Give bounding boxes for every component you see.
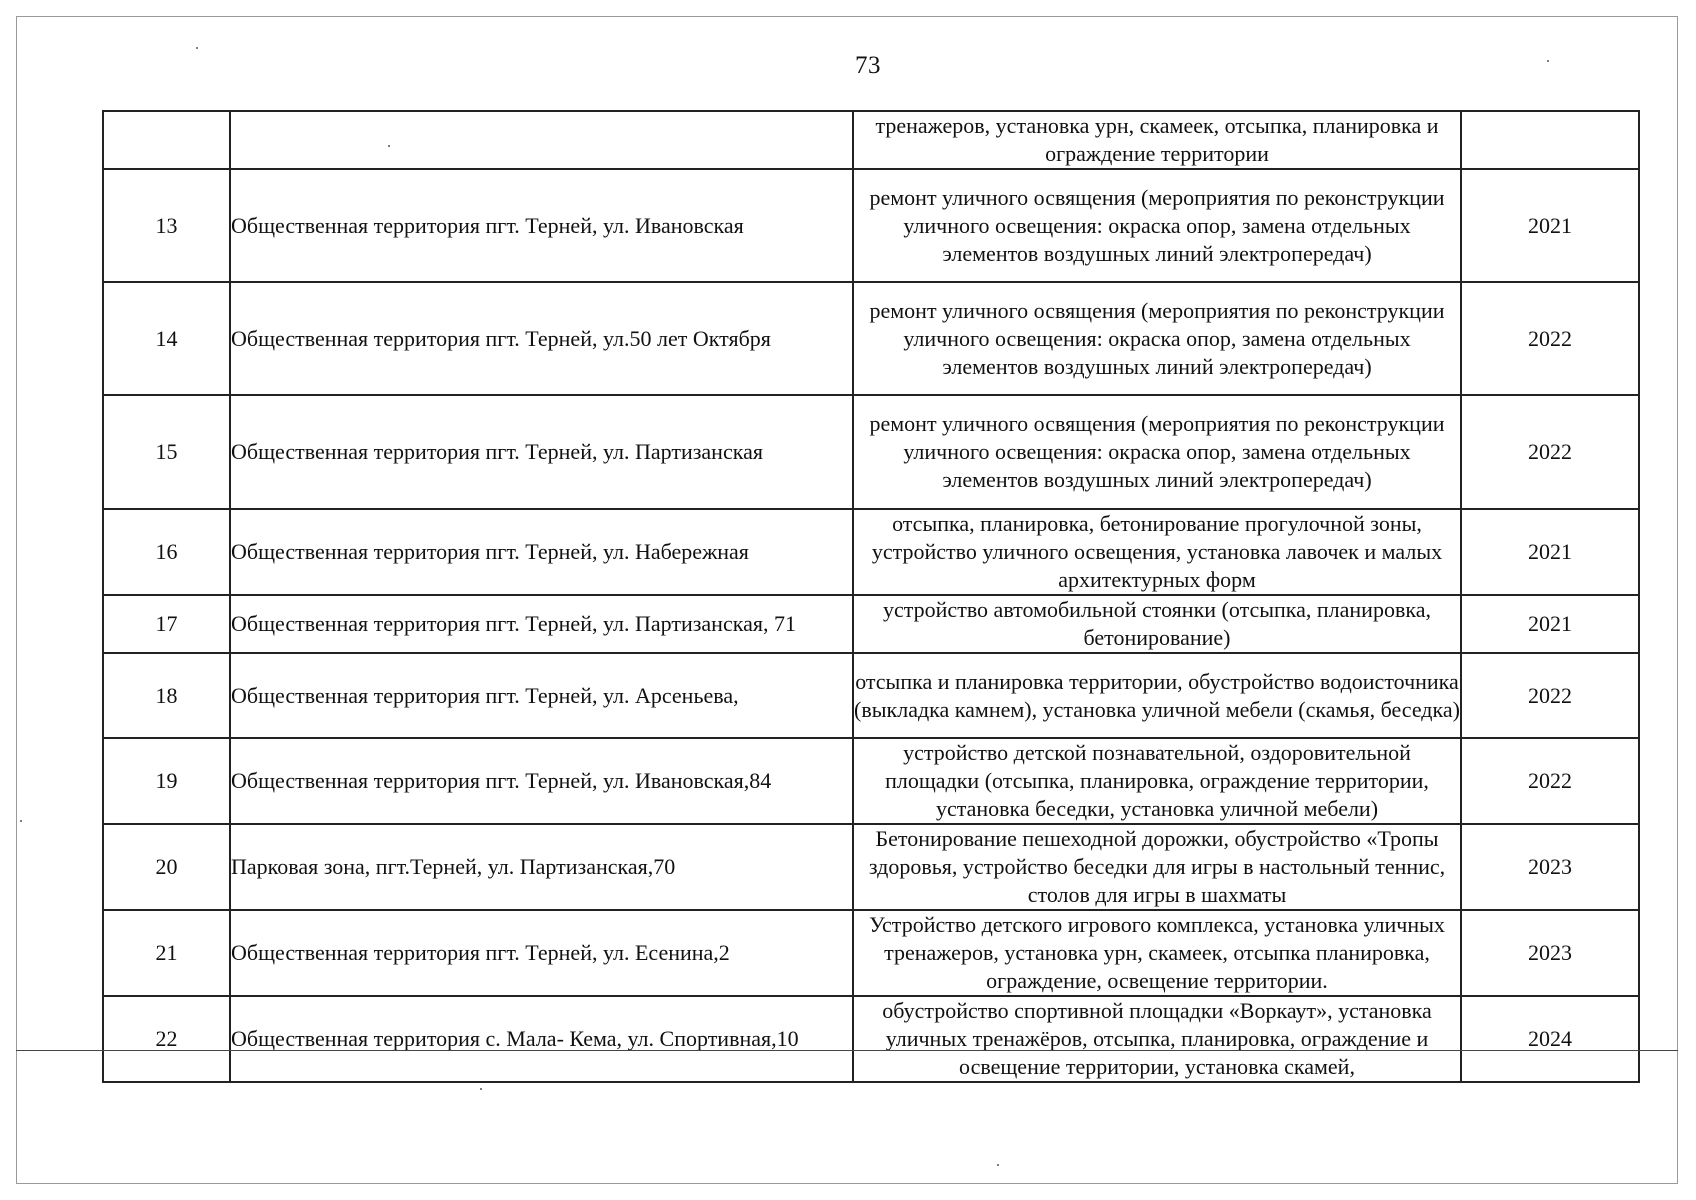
work-description: отсыпка, планировка, бетонирование прогулочной зоны, устройство уличного освещения, установка лавочек и малых архитектурных форм [853,509,1461,595]
row-number: 17 [103,595,230,653]
year: 2022 [1461,653,1639,738]
territory-name: Общественная территория пгт. Терней, ул. Арсеньева, [230,653,853,738]
work-description: отсыпка и планировка территории, обустройство водоисточника (выкладка камнем), установка уличной мебели (скамья, беседка) [853,653,1461,738]
table-row [103,595,1639,653]
year: 2022 [1461,282,1639,395]
table-row [103,395,1639,509]
year: 2022 [1461,738,1639,824]
territory-name: Общественная территория пгт. Терней, ул. Ивановская,84 [230,738,853,824]
table-row [103,169,1639,282]
table-row [103,824,1639,910]
scan-speck [20,820,22,822]
year [1461,111,1639,169]
work-description: устройство детской познавательной, оздоровительной площадки (отсыпка, планировка, ограждение территории, установка беседки, установка уличной мебели) [853,738,1461,824]
year: 2024 [1461,996,1639,1082]
table-row [103,282,1639,395]
territory-name: Общественная территория пгт. Терней, ул. Набережная [230,509,853,595]
territory-name: Общественная территория пгт. Терней, ул.50 лет Октября [230,282,853,395]
year: 2021 [1461,595,1639,653]
territory-name: Общественная территория с. Мала- Кема, ул. Спортивная,10 [230,996,853,1082]
table-row [103,509,1639,595]
year: 2021 [1461,509,1639,595]
scan-cut-line [16,1050,1678,1051]
scan-speck [997,1164,999,1166]
row-number: 14 [103,282,230,395]
table-row [103,111,1639,169]
work-description: устройство автомобильной стоянки (отсыпка, планировка, бетонирование) [853,595,1461,653]
year: 2023 [1461,824,1639,910]
territory-name: Общественная территория пгт. Терней, ул. Партизанская, 71 [230,595,853,653]
work-description: ремонт уличного освящения (мероприятия по реконструкции уличного освещения: окраска опор, замена отдельных элементов воздушных линий электропередач) [853,395,1461,509]
work-description: Бетонирование пешеходной дорожки, обустройство «Тропы здоровья, устройство беседки для игры в настольный теннис, столов для игры в шахматы [853,824,1461,910]
row-number: 20 [103,824,230,910]
row-number: 15 [103,395,230,509]
row-number: 21 [103,910,230,996]
territory-name: Общественная территория пгт. Терней, ул. Ивановская [230,169,853,282]
row-number: 16 [103,509,230,595]
work-description: ремонт уличного освящения (мероприятия по реконструкции уличного освещения: окраска опор, замена отдельных элементов воздушных линий электропередач) [853,169,1461,282]
territory-name: Парковая зона, пгт.Терней, ул. Партизанская,70 [230,824,853,910]
territory-name: Общественная территория пгт. Терней, ул. Партизанская [230,395,853,509]
scan-speck [1547,60,1549,62]
row-number [103,111,230,169]
work-description: ремонт уличного освящения (мероприятия по реконструкции уличного освещения: окраска опор, замена отдельных элементов воздушных линий электропередач) [853,282,1461,395]
row-number: 13 [103,169,230,282]
table-row [103,996,1639,1082]
row-number: 19 [103,738,230,824]
page-number: 73 [855,52,881,79]
scan-speck [196,47,198,49]
work-description: Устройство детского игрового комплекса, установка уличных тренажеров, установка урн, скамеек, отсыпка планировка, ограждение, освещение территории. [853,910,1461,996]
table-row [103,910,1639,996]
year: 2023 [1461,910,1639,996]
year: 2021 [1461,169,1639,282]
work-description: тренажеров, установка урн, скамеек, отсыпка, планировка и ограждение территории [853,111,1461,169]
improvement-table [102,110,1640,1083]
work-description: обустройство спортивной площадки «Воркаут», установка уличных тренажёров, отсыпка, планировка, ограждение и освещение территории, установка скамей, [853,996,1461,1082]
year: 2022 [1461,395,1639,509]
table-row [103,653,1639,738]
scan-speck [480,1088,482,1090]
scan-speck [388,145,390,147]
table-row [103,738,1639,824]
territory-name: Общественная территория пгт. Терней, ул. Есенина,2 [230,910,853,996]
row-number: 22 [103,996,230,1082]
territory-name [230,111,853,169]
row-number: 18 [103,653,230,738]
